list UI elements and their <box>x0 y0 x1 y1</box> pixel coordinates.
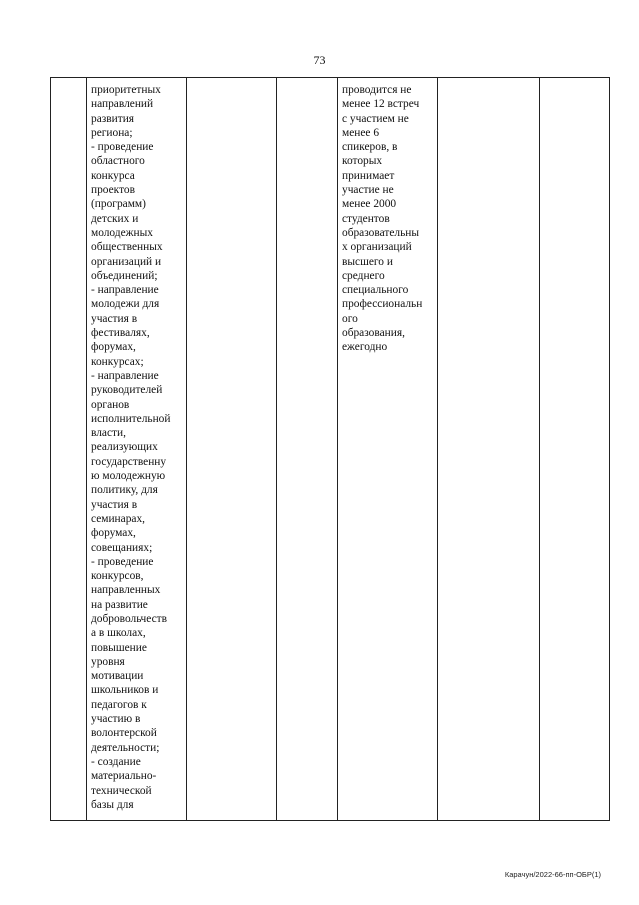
column-divider <box>539 78 540 820</box>
document-code: Карачун/2022-66-пп-ОБР(1) <box>504 870 601 879</box>
column-divider <box>86 78 87 820</box>
indicator-cell: проводится не менее 12 встреч с участием не менее 6 спикеров, в которых принимает участие не менее 2000 студентов образовательны х организаций высшего и среднего специального профессиональн ого образования, ежегодно <box>342 84 423 354</box>
page-number: 73 <box>313 53 326 67</box>
column-divider <box>276 78 277 820</box>
column-divider <box>186 78 187 820</box>
measures-cell: приоритетных направлений развития региона; - проведение областного конкурса проектов (программ) детских и молодежных общественных организаций и объединений; - направление молодежи для участия в фестивалях, форумах, конкурсах; - направление руководителей органов исполнительной власти, реализующих государственну ю молодежную политику, для участия в семинарах, форумах, совещаниях; - проведение конкурсов, направленных на развитие добровольчеств а в школах, повышение уровня мотивации школьников и педагогов к участию в волонтерской деятельности; - создание материально- технической базы для <box>91 84 171 811</box>
data-table <box>50 77 610 821</box>
column-divider <box>437 78 438 820</box>
column-divider <box>337 78 338 820</box>
